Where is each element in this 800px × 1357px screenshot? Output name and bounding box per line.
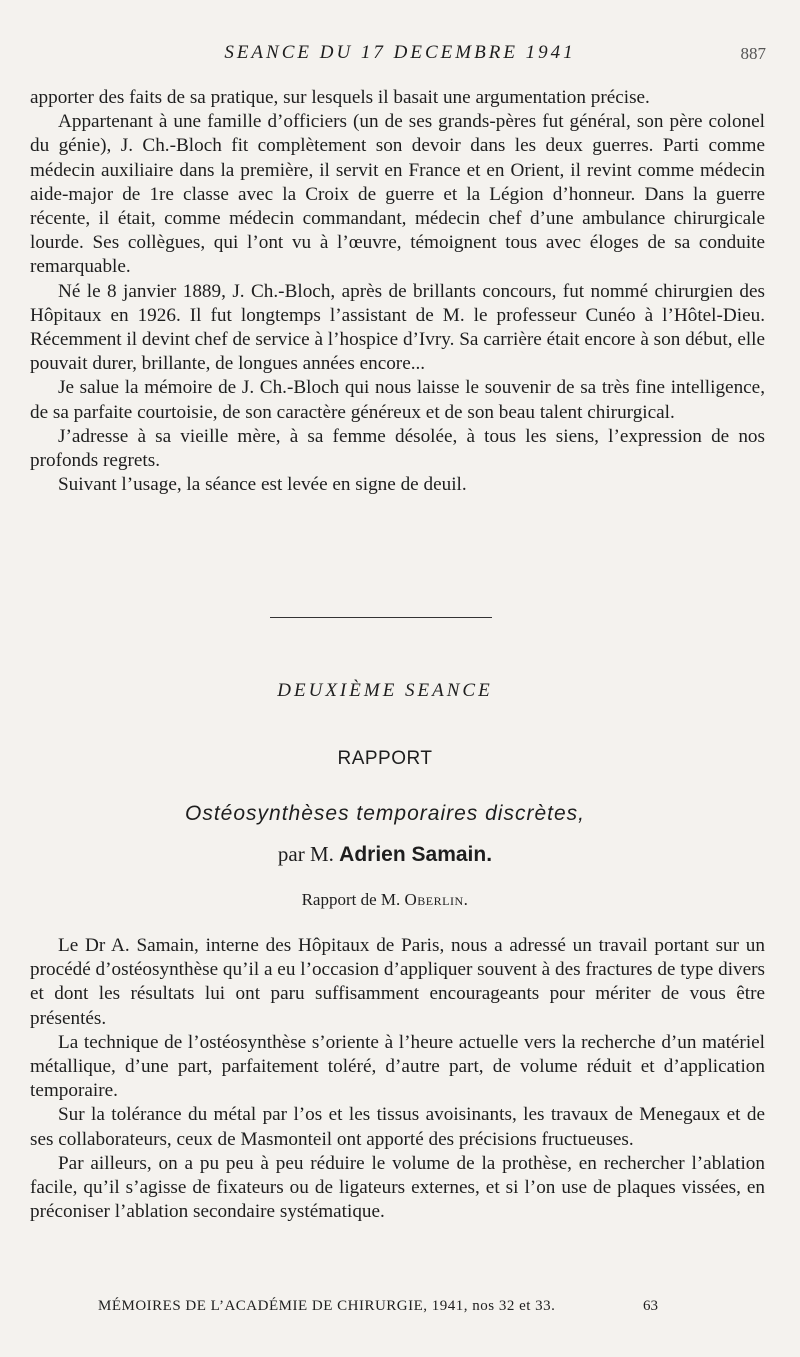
section-divider <box>270 617 492 618</box>
byline <box>0 842 770 867</box>
paragraph: Le Dr A. Samain, interne des Hôpitaux de Paris, nous a adressé un travail portant sur un procédé d’ostéosynthèse qu’il a eu l’occasion d’appliquer souvent à des fractures de type divers et dont les résultats lui ont paru suffisamment encourageants pour mériter de vous être présentés. <box>30 935 765 1029</box>
section-title: DEUXIÈME SEANCE <box>277 680 493 701</box>
paragraph: Suivant l’usage, la séance est levée en signe de deuil. <box>58 474 467 496</box>
running-header <box>30 42 770 66</box>
byline-prefix: par M. <box>277 842 334 866</box>
report-text <box>30 934 765 1224</box>
footer-citation: MÉMOIRES DE L’ACADÉMIE DE CHIRURGIE, 1941, nos 32 et 33. <box>98 1298 556 1314</box>
page-footer <box>98 1298 698 1320</box>
rapport-heading: RAPPORT <box>337 748 433 769</box>
reporter-prefix: Rapport de M. <box>301 890 401 909</box>
paragraph: Sur la tolérance du métal par l’os et les tissus avoisinants, les travaux de Menegaux et de ses collaborateurs, ceux de Masmonteil ont apporté des précisions fructueuses. <box>30 1104 765 1150</box>
footer-signature: 63 <box>643 1298 658 1314</box>
paragraph: Par ailleurs, on a pu peu à peu réduire le volume de la prothèse, en rechercher l’ablation facile, qu’il s’agisse de fixateurs ou de ligateurs externes, et si l’on use de plaques vissées, en préconiser l’ablation secondaire systématique. <box>30 1152 765 1223</box>
reporter-name: Oberlin. <box>404 890 469 909</box>
paragraph: La technique de l’ostéosynthèse s’oriente à l’heure actuelle vers la recherche d’un matériel métallique, d’une part, parfaitement toléré, d’autre part, de volume réduit et d’application temporaire. <box>30 1031 765 1102</box>
article-title: Ostéosynthèses temporaires discrètes, <box>185 802 585 825</box>
paragraph: Appartenant à une famille d’officiers (un de ses grands-pères fut général, son père colonel du génie), J. Ch.-Bloch fit complètement son devoir dans les deux guerres. Parti comme médecin auxiliaire dans la première, il servit en France et en Orient, il revint comme médecin aide-major de 1re classe avec la Croix de guerre et la Légion d’honneur. Dans la guerre récente, il était, comme médecin commandant, médecin chef d’une ambulance chirurgicale lourde. Ses collègues, qui l’ont vu à l’œuvre, témoignent tous avec éloges de sa conduite remarquable. <box>30 111 765 278</box>
byline-author: Adrien Samain. <box>339 843 493 866</box>
paragraph: Né le 8 janvier 1889, J. Ch.-Bloch, après de brillants concours, fut nommé chirurgien des Hôpitaux en 1926. Il fut longtemps l’assistant de M. le professeur Cunéo à l’Hôtel-Dieu. Récemment il devint chef de service à l’hospice d’Ivry. Sa carrière était encore à son début, elle pouvait durer, brillante, de longues années encore... <box>30 280 766 375</box>
reporter-line <box>0 890 770 910</box>
paragraph: apporter des faits de sa pratique, sur lesquels il basait une argumentation précise. <box>30 87 650 108</box>
header-title: SEANCE DU 17 DECEMBRE 1941 <box>224 42 576 63</box>
page-number: 887 <box>740 44 766 63</box>
paragraph: J’adresse à sa vieille mère, à sa femme désolée, à tous les siens, l’expression de nos profonds regrets. <box>30 425 765 472</box>
paragraph: Je salue la mémoire de J. Ch.-Bloch qui nous laisse le souvenir de sa très fine intelligence, de sa parfaite courtoisie, de son caractère généreux et de son beau talent chirurgical. <box>30 377 765 423</box>
obituary-text <box>30 86 765 497</box>
